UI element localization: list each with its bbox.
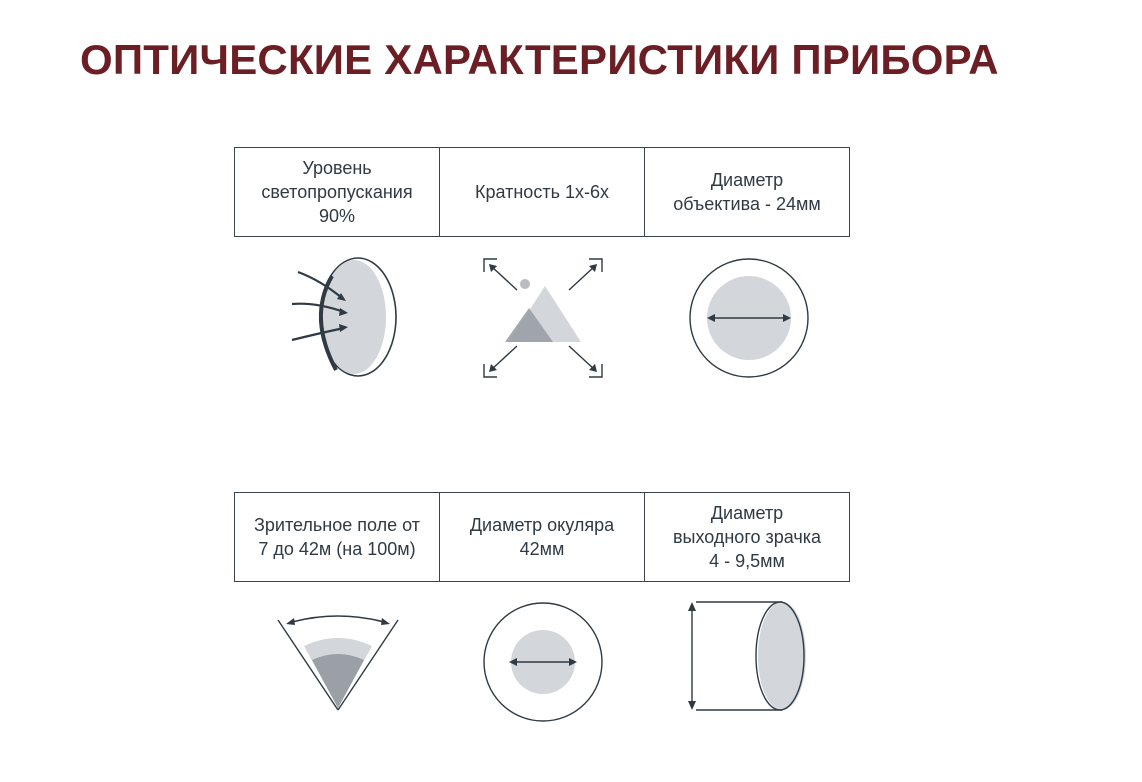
spec-label: Диаметр выходного зрачка 4 - 9,5мм [672, 503, 822, 571]
field-of-view-icon [274, 612, 402, 716]
light-transmission-icon [286, 254, 402, 380]
spec-cell-eyepiece-diameter [439, 492, 645, 582]
spec-cell-objective-diameter [644, 147, 850, 237]
objective-diameter-icon [687, 257, 811, 381]
spec-label: Диаметр окуляра 42мм [469, 515, 615, 559]
specs-row-2 [234, 492, 852, 582]
spec-cell-light-transmission [234, 147, 440, 237]
spec-cell-field-of-view [234, 492, 440, 582]
exit-pupil-icon [686, 598, 814, 716]
spec-cell-magnification [439, 147, 645, 237]
eyepiece-diameter-icon [481, 601, 605, 725]
spec-cell-exit-pupil [644, 492, 850, 582]
spec-label: Диаметр объектива - 24мм [673, 170, 821, 214]
spec-label: Уровень светопропускания 90% [261, 158, 413, 226]
page-title: ОПТИЧЕСКИЕ ХАРАКТЕРИСТИКИ ПРИБОРА [80, 36, 999, 83]
magnification-icon [481, 256, 605, 380]
spec-label: Зрительное поле от 7 до 42м (на 100м) [254, 515, 420, 559]
specs-row-1 [234, 147, 852, 237]
spec-label: Кратность 1х-6х [475, 182, 609, 202]
